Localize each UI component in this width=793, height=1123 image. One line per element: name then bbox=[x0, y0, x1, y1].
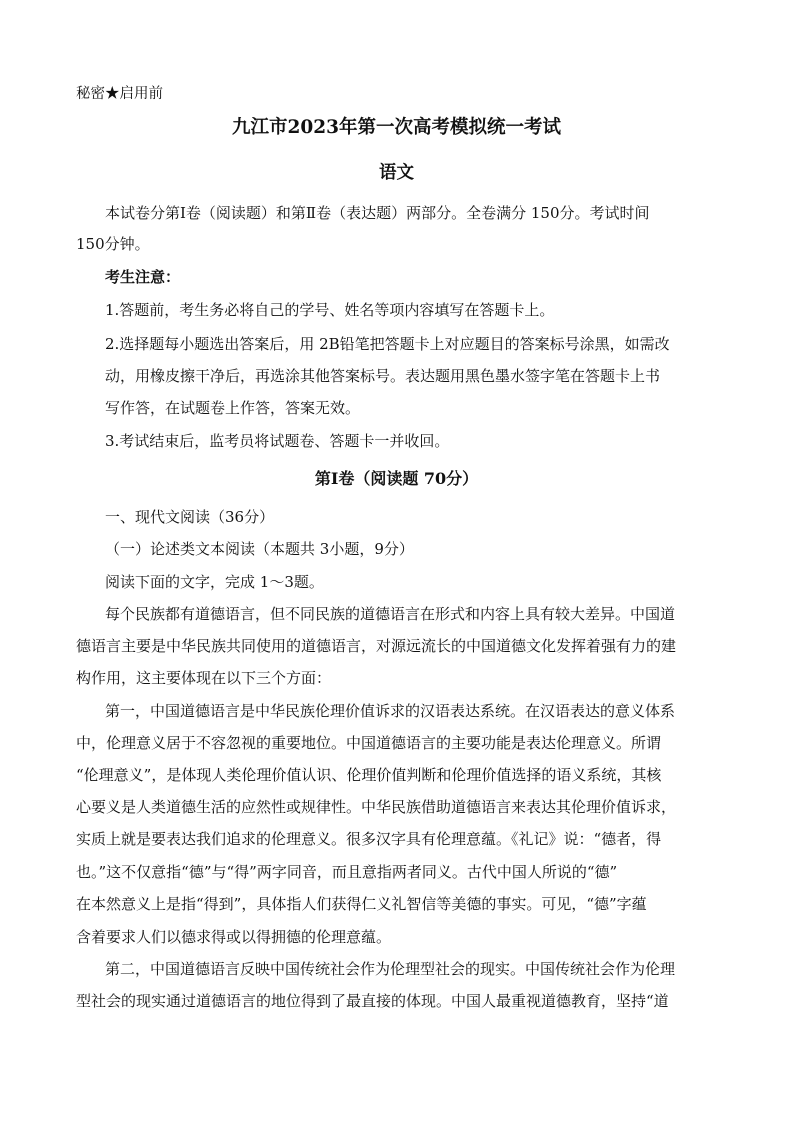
part1-title: 第Ⅰ卷（阅读题 70分） bbox=[314, 469, 479, 488]
intro-line-1: 本试卷分第Ⅰ卷（阅读题）和第Ⅱ卷（表达题）两部分。全卷满分 150分。考试时间 bbox=[105, 204, 650, 222]
passage-p2-line-4: 心要义是人类道德生活的应然性或规律性。中华民族借助道德语言来表达其伦理价值诉求， bbox=[76, 798, 677, 816]
passage-p2-line-1: 第一，中国道德语言是中华民族伦理价值诉求的汉语表达系统。在汉语表达的意义体系 bbox=[105, 702, 676, 720]
intro-line-2: 150分钟。 bbox=[76, 235, 150, 253]
passage-p2-line-7: 在本然意义上是指“得到”，具体指人们获得仁义礼智信等美德的事实。可见，“德”字蕴 bbox=[76, 895, 647, 913]
notes-item-2-line-1: 2.选择题每小题选出答案后，用 2B铅笔把答题卡上对应题目的答案标号涂黑，如需改 bbox=[105, 335, 670, 353]
passage-p2-line-6: 也。”这不仅意指“德”与“得”两字同音，而且意指两者同义。古代中国人所说的“德” bbox=[76, 863, 618, 881]
notes-item-1: 1.答题前，考生务必将自己的学号、姓名等项内容填写在答题卡上。 bbox=[105, 301, 555, 319]
notes-item-2-line-2: 动，用橡皮擦干净后，再选涂其他答案标号。表达题用黑色墨水签字笔在答题卡上书 bbox=[105, 367, 661, 385]
passage-p1-line-3: 构作用，这主要体现在以下三个方面： bbox=[76, 669, 332, 687]
notes-heading: 考生注意： bbox=[105, 268, 181, 286]
passage-p2-line-5: 实质上就是要表达我们追求的伦理意义。很多汉字具有伦理意蕴。《礼记》说：“德者，得 bbox=[76, 830, 662, 848]
notes-item-3: 3.考试结束后，监考员将试题卷、答题卡一并收回。 bbox=[105, 432, 450, 450]
section1-heading: 一、现代文阅读（36分） bbox=[105, 508, 275, 526]
passage-p2-line-3: “伦理意义”，是体现人类伦理价值认识、伦理价值判断和伦理价值选择的语义系统，其核 bbox=[76, 766, 662, 784]
passage-p3-line-2: 型社会的现实通过道德语言的地位得到了最直接的体现。中国人最重视道德教育，坚持“道 bbox=[76, 992, 669, 1010]
subsection1-heading: （一）论述类文本阅读（本题共 3小题，9分） bbox=[105, 540, 414, 558]
passage-p1-line-1: 每个民族都有道德语言，但不同民族的道德语言在形式和内容上具有较大差异。中国道 bbox=[105, 605, 676, 623]
reading-instruction: 阅读下面的文字，完成 1～3题。 bbox=[105, 573, 324, 591]
passage-p1-line-2: 德语言主要是中华民族共同使用的道德语言，对源远流长的中国道德文化发挥着强有力的建 bbox=[76, 637, 677, 655]
exam-title: 九江市2023年第一次高考模拟统一考试 bbox=[232, 117, 561, 138]
passage-p2-line-2: 中，伦理意义居于不容忽视的重要地位。中国道德语言的主要功能是表达伦理意义。所谓 bbox=[76, 734, 662, 752]
secret-mark: 秘密★启用前 bbox=[76, 86, 163, 102]
passage-p2-line-8: 含着要求人们以德求得或以得拥德的伦理意蕴。 bbox=[76, 928, 392, 946]
notes-item-2-line-3: 写作答，在试题卷上作答，答案无效。 bbox=[105, 399, 361, 417]
passage-p3-line-1: 第二，中国道德语言反映中国传统社会作为伦理型社会的现实。中国传统社会作为伦理 bbox=[105, 960, 676, 978]
subject-title: 语文 bbox=[379, 163, 414, 183]
